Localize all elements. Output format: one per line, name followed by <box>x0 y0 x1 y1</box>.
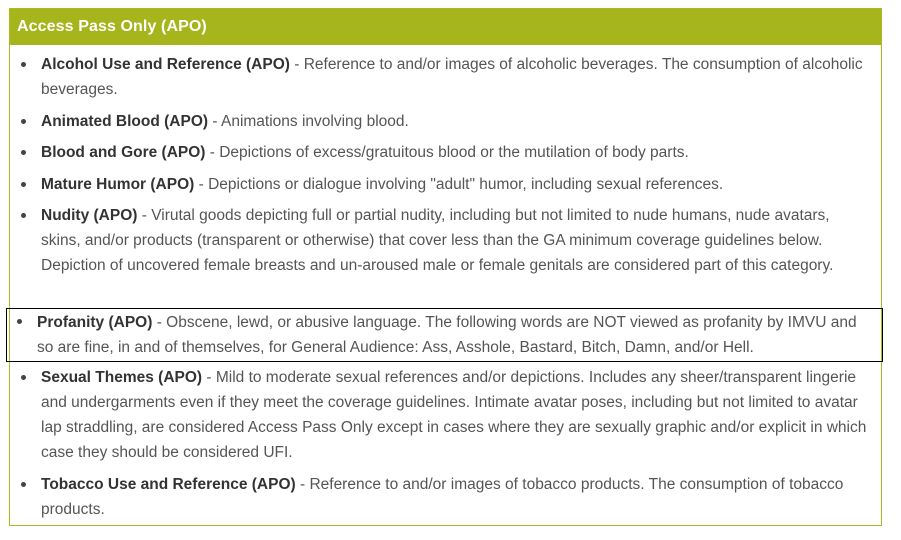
item-description: - Virutal goods depicting full or partial nudity, including but not limited to nude humans, nude avatars, skins, and/or products (transparent or otherwise) that cover less than the GA minimum coverage guidelines below. Depiction of uncovered female breasts and un-aroused male or female genitals are considered part of this category. <box>41 207 834 274</box>
bullet-icon <box>21 375 26 380</box>
bullet-icon <box>21 482 26 487</box>
bullet-icon <box>21 62 26 67</box>
item-term: Mature Humor (APO) <box>41 176 195 193</box>
item-term: Nudity (APO) <box>41 207 138 224</box>
item-description: - Reference to and/or images of tobacco products. The consumption of tobacco products. <box>41 476 844 518</box>
item-description: - Animations involving blood. <box>208 113 409 130</box>
item-term: Animated Blood (APO) <box>41 113 209 130</box>
item-term: Blood and Gore (APO) <box>41 144 206 161</box>
item-term: Profanity (APO) <box>37 314 153 331</box>
item-description: - Depictions of excess/gratuitous blood or the mutilation of body parts. <box>205 144 689 161</box>
item-description: - Obscene, lewd, or abusive language. The following words are NOT viewed as profanity by IMVU and so are fine, in and of themselves, for General Audience: Ass, Asshole, Bastard, Bitch, Damn, and/or Hell. <box>37 314 857 356</box>
item-description: - Depictions or dialogue involving "adult" humor, including sexual references. <box>194 176 724 193</box>
item-term: Alcohol Use and Reference (APO) <box>41 56 290 73</box>
bullet-icon <box>21 150 26 155</box>
item-term: Sexual Themes (APO) <box>41 369 203 386</box>
item-description: - Mild to moderate sexual references and/or depictions. Includes any sheer/transparent lingerie and undergarments even if they meet the coverage guidelines. Intimate avatar poses, including but not limited to avatar lap straddling, are considered Access Pass Only except in cases where they are sexually graphic and/or explicit in which case they should be considered UFI. <box>41 369 867 461</box>
list-item-mature-humor <box>10 172 881 197</box>
bullet-icon <box>17 319 22 324</box>
item-term: Tobacco Use and Reference (APO) <box>41 476 296 493</box>
bullet-icon <box>21 119 26 124</box>
apo-panel <box>9 8 882 526</box>
bullet-icon <box>21 182 26 187</box>
list-item-animated-blood <box>10 109 881 134</box>
bullet-icon <box>21 213 26 218</box>
list-item-alcohol <box>10 52 881 102</box>
list-item-profanity <box>6 308 883 362</box>
item-description: - Reference to and/or images of alcoholic beverages. The consumption of alcoholic beverages. <box>41 56 863 98</box>
panel-title: Access Pass Only (APO) <box>10 9 881 45</box>
list-item-sexual-themes <box>10 365 881 465</box>
list-item-blood-gore <box>10 140 881 165</box>
list-item-nudity <box>10 203 881 278</box>
list-item-tobacco <box>10 472 881 522</box>
